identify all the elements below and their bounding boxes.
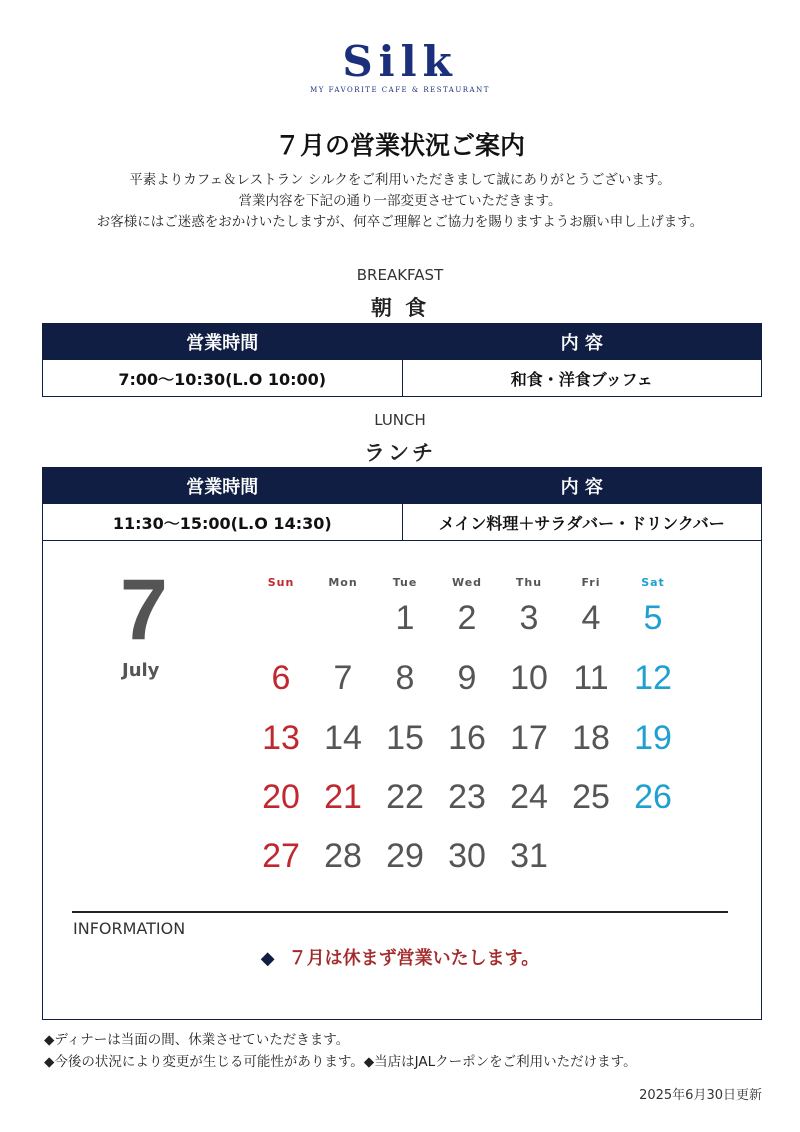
calendar-month-number: 7 [120, 562, 168, 658]
lunch-table [42, 467, 762, 541]
calendar-day: 28 [324, 837, 362, 875]
calendar-day: 12 [634, 659, 672, 697]
calendar-day: 5 [643, 599, 663, 637]
lunch-title-jp: ランチ [364, 441, 436, 465]
lunch-content: メイン料理＋サラダバー・ドリンクバー [402, 504, 762, 541]
calendar-day: 10 [510, 659, 548, 697]
weekday-label-thu: Thu [515, 576, 543, 589]
calendar-day: 7 [333, 659, 353, 697]
information-note-text: ７月は休まず営業いたします。 [288, 948, 540, 969]
diamond-icon: ◆ [260, 948, 275, 969]
calendar-day: 31 [510, 837, 548, 875]
lunch-content-header: 内 容 [402, 468, 762, 504]
breakfast-title-jp: 朝 食 [370, 296, 430, 320]
breakfast-table [42, 323, 762, 397]
logo-tagline: MY FAVORITE CAFE & RESTAURANT [310, 86, 490, 94]
breakfast-content-header: 内 容 [402, 324, 762, 360]
footer-note: ◆今後の状況により変更が生じる可能性があります。◆当店はJALクーポンをご利用いただけます。 [44, 1054, 637, 1070]
lunch-hours-header: 営業時間 [43, 468, 403, 504]
calendar-day: 21 [324, 778, 362, 816]
calendar-day: 13 [262, 719, 300, 757]
calendar-day: 1 [395, 599, 415, 637]
weekday-label-sat: Sat [641, 576, 665, 589]
logo [0, 37, 800, 94]
page-title: ７月の営業状況ご案内 [274, 131, 525, 160]
calendar-day: 6 [271, 659, 291, 697]
calendar-day: 16 [448, 719, 486, 757]
weekday-label-tue: Tue [392, 576, 418, 589]
footer-note: ◆ディナーは当面の間、休業させていただきます。 [44, 1032, 350, 1048]
calendar-day: 9 [457, 659, 477, 697]
calendar-day: 23 [448, 778, 486, 816]
information-note [0, 944, 800, 970]
calendar-day: 27 [262, 837, 300, 875]
calendar-day: 3 [519, 599, 539, 637]
calendar-day: 8 [395, 659, 415, 697]
weekday-label-wed: Wed [451, 576, 483, 589]
weekday-label-sun: Sun [267, 576, 295, 589]
calendar-day: 11 [573, 659, 609, 697]
information-label: INFORMATION [73, 919, 186, 938]
intro-line: お客様にはご迷惑をおかけいたしますが、何卒ご理解とご協力を賜りますようお願い申し上げます。 [96, 214, 704, 230]
breakfast-title-en: BREAKFAST [356, 266, 444, 284]
intro-line: 営業内容を下記の通り一部変更させていただきます。 [238, 193, 562, 209]
calendar-day: 19 [634, 719, 672, 757]
lunch-title-en: LUNCH [374, 411, 426, 429]
intro-line: 平素よりカフェ＆レストラン シルクをご利用いただきまして誠にありがとうございます。 [129, 172, 671, 188]
intro-text [0, 170, 800, 233]
weekday-label-fri: Fri [581, 576, 601, 589]
lunch-hours: 11:30〜15:00(L.O 14:30) [43, 504, 403, 541]
information-divider [72, 911, 728, 913]
calendar-day: 17 [510, 719, 548, 757]
calendar-day: 24 [510, 778, 548, 816]
calendar-day: 15 [386, 719, 424, 757]
breakfast-hours: 7:00〜10:30(L.O 10:00) [43, 360, 403, 397]
calendar-day: 2 [457, 599, 477, 637]
calendar-day: 14 [324, 719, 362, 757]
calendar-day: 25 [572, 778, 610, 816]
calendar-day: 22 [386, 778, 424, 816]
calendar-day: 18 [572, 719, 610, 757]
calendar-day: 29 [386, 837, 424, 875]
updated-date: 2025年6月30日更新 [639, 1088, 762, 1103]
calendar-day: 4 [581, 599, 601, 637]
calendar-day: 30 [448, 837, 486, 875]
calendar-day: 20 [262, 778, 300, 816]
calendar-day: 26 [634, 778, 672, 816]
logo-wordmark: Silk [342, 37, 458, 86]
breakfast-hours-header: 営業時間 [43, 324, 403, 360]
weekday-label-mon: Mon [328, 576, 358, 589]
breakfast-content: 和食・洋食ブッフェ [402, 360, 762, 397]
calendar-month-name: July [122, 660, 160, 681]
